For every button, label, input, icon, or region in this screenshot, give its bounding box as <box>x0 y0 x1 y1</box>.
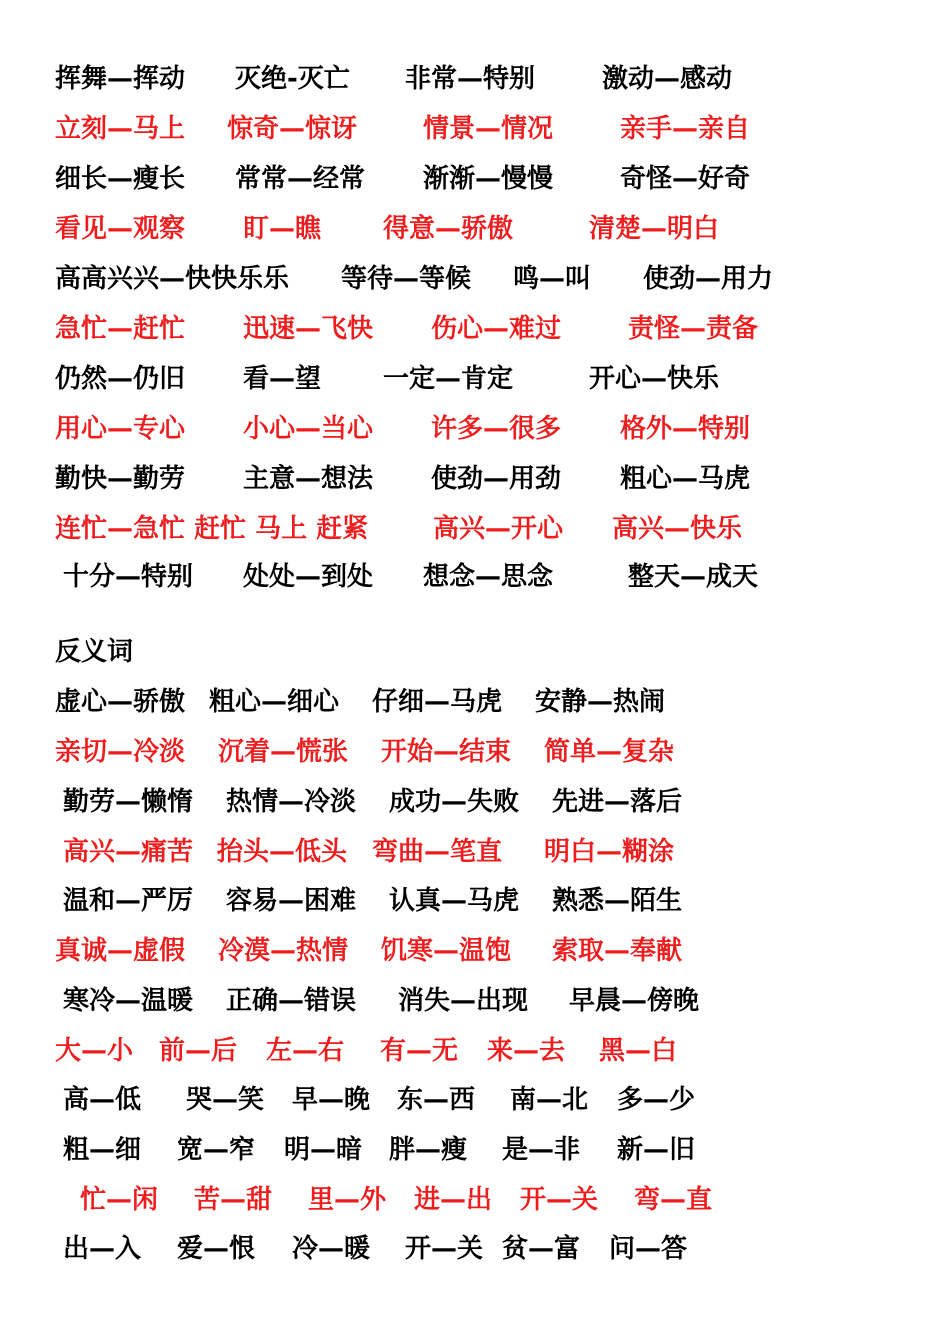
word-pair: 盯—瞧 <box>243 214 322 244</box>
word-pair: 黑—白 <box>599 1036 678 1066</box>
word-pair: 大—小 <box>55 1036 134 1066</box>
word-pair: 粗—细 <box>63 1135 142 1165</box>
synonym-row <box>0 359 950 399</box>
word-pair: 看—望 <box>243 364 322 394</box>
word-pair: 仔细—马虎 <box>372 687 503 717</box>
word-pair: 先进—落后 <box>552 787 683 817</box>
word-pair: 明—暗 <box>284 1135 363 1165</box>
word-pair: 奇怪—好奇 <box>620 164 751 194</box>
word-pair: 亲切—冷淡 <box>55 737 186 767</box>
word-pair: 细长—瘦长 <box>55 164 186 194</box>
word-pair: 勤劳—懒惰 <box>63 787 194 817</box>
synonym-row <box>0 409 950 449</box>
word-pair: 惊奇—惊讶 <box>227 114 358 144</box>
word-pair: 迅速—飞快 <box>243 314 374 344</box>
word-pair: 胖—瘦 <box>389 1135 468 1165</box>
word-pair: 里—外 <box>308 1185 387 1215</box>
word-pair: 看见—观察 <box>55 214 186 244</box>
antonym-row <box>0 682 950 722</box>
word-pair: 责怪—责备 <box>628 314 759 344</box>
word-pair: 处处—到处 <box>243 562 374 592</box>
word-pair: 早晨—傍晚 <box>569 986 700 1016</box>
word-pair: 冷—暖 <box>292 1234 371 1264</box>
synonym-row <box>0 557 950 597</box>
word-pair: 勤快—勤劳 <box>55 464 186 494</box>
word-pair: 小心—当心 <box>243 414 374 444</box>
word-pair: 认真—马虎 <box>389 886 520 916</box>
word-pair: 忙—闲 <box>80 1185 159 1215</box>
word-pair: 伤心—难过 <box>431 314 562 344</box>
word-pair: 高高兴兴—快快乐乐 <box>55 264 290 294</box>
word-pair: 连忙—急忙 赶忙 马上 赶紧 <box>55 514 369 544</box>
word-pair: 左—右 <box>266 1036 345 1066</box>
word-pair: 消失—出现 <box>398 986 529 1016</box>
word-pair: 仍然—仍旧 <box>55 364 186 394</box>
antonym-row <box>0 1180 950 1220</box>
word-pair: 十分—特别 <box>63 562 194 592</box>
word-pair: 东—西 <box>397 1085 476 1115</box>
word-pair: 问—答 <box>609 1234 688 1264</box>
word-pair: 灭绝-灭亡 <box>235 64 350 94</box>
word-pair: 等待—等候 <box>341 264 472 294</box>
antonym-row <box>0 732 950 772</box>
antonym-row <box>0 1031 950 1071</box>
word-pair: 使劲—用力 <box>643 264 774 294</box>
word-pair: 一定—肯定 <box>383 364 514 394</box>
antonym-row <box>0 931 950 971</box>
word-pair: 粗心—细心 <box>209 687 340 717</box>
word-pair: 索取—奉献 <box>552 936 683 966</box>
word-pair: 早—晚 <box>292 1085 371 1115</box>
synonym-row <box>0 459 950 499</box>
word-pair: 开—关 <box>520 1185 599 1215</box>
word-pair: 清楚—明白 <box>589 214 720 244</box>
antonym-row <box>0 981 950 1021</box>
word-pair: 得意—骄傲 <box>383 214 514 244</box>
word-pair: 来—去 <box>487 1036 566 1066</box>
word-pair: 真诚—虚假 <box>55 936 186 966</box>
word-pair: 热情—冷淡 <box>226 787 357 817</box>
antonym-row <box>0 782 950 822</box>
word-pair: 弯曲—笔直 <box>372 837 503 867</box>
word-pair: 高兴—痛苦 <box>63 837 194 867</box>
word-pair: 明白—糊涂 <box>544 837 675 867</box>
word-pair: 想念—思念 <box>423 562 554 592</box>
antonym-row <box>0 1080 950 1120</box>
word-pair: 立刻—马上 <box>55 114 186 144</box>
word-pair: 高兴—开心 <box>433 514 564 544</box>
word-pair: 新—旧 <box>617 1135 696 1165</box>
synonym-row <box>0 209 950 249</box>
synonym-row <box>0 109 950 149</box>
word-pair: 爱—恨 <box>177 1234 256 1264</box>
antonym-row <box>0 832 950 872</box>
word-pair: 格外—特别 <box>620 414 751 444</box>
synonym-row <box>0 259 950 299</box>
word-pair: 成功—失败 <box>389 787 520 817</box>
word-pair: 鸣—叫 <box>513 264 592 294</box>
antonym-row <box>0 881 950 921</box>
antonym-row <box>0 1229 950 1269</box>
word-pair: 用心—专心 <box>55 414 186 444</box>
word-pair: 简单—复杂 <box>544 737 675 767</box>
word-pair: 整天—成天 <box>628 562 759 592</box>
word-pair: 贫—富 <box>502 1234 581 1264</box>
word-pair: 前—后 <box>159 1036 238 1066</box>
word-pair: 开心—快乐 <box>589 364 720 394</box>
word-pair: 饥寒—温饱 <box>381 936 512 966</box>
word-pair: 主意—想法 <box>243 464 374 494</box>
word-pair: 出—入 <box>63 1234 142 1264</box>
word-pair: 情景—情况 <box>423 114 554 144</box>
word-pair: 南—北 <box>510 1085 589 1115</box>
word-pair: 弯—直 <box>634 1185 713 1215</box>
word-pair: 正确—错误 <box>226 986 357 1016</box>
word-pair: 高—低 <box>63 1085 142 1115</box>
word-pair: 高兴—快乐 <box>612 514 743 544</box>
word-pair: 粗心—马虎 <box>620 464 751 494</box>
word-pair: 苦—甜 <box>194 1185 273 1215</box>
word-pair: 进—出 <box>414 1185 493 1215</box>
word-pair: 虚心—骄傲 <box>55 687 186 717</box>
word-pair: 渐渐—慢慢 <box>423 164 554 194</box>
word-pair: 是—非 <box>502 1135 581 1165</box>
antonym-row <box>0 1130 950 1170</box>
word-pair: 哭—笑 <box>186 1085 265 1115</box>
word-pair: 开—关 <box>405 1234 484 1264</box>
word-pair: 多—少 <box>617 1085 696 1115</box>
word-pair: 使劲—用劲 <box>431 464 562 494</box>
word-pair: 容易—困难 <box>226 886 357 916</box>
synonym-row <box>0 309 950 349</box>
word-pair: 开始—结束 <box>381 737 512 767</box>
word-pair: 温和—严厉 <box>63 886 194 916</box>
word-pair: 宽—窄 <box>177 1135 256 1165</box>
synonym-row <box>0 159 950 199</box>
word-pair: 有—无 <box>380 1036 459 1066</box>
word-pair: 挥舞—挥动 <box>55 64 186 94</box>
word-pair: 激动—感动 <box>602 64 733 94</box>
section-heading: 反义词 <box>55 637 134 667</box>
word-pair: 急忙—赶忙 <box>55 314 186 344</box>
word-pair: 熟悉—陌生 <box>552 886 683 916</box>
synonym-row <box>0 59 950 99</box>
word-pair: 抬头—低头 <box>217 837 348 867</box>
word-pair: 常常—经常 <box>235 164 366 194</box>
word-pair: 许多—很多 <box>431 414 562 444</box>
word-pair: 沉着—慌张 <box>218 737 349 767</box>
word-pair: 非常—特别 <box>405 64 536 94</box>
word-pair: 寒冷—温暖 <box>63 986 194 1016</box>
word-pair: 安静—热闹 <box>535 687 666 717</box>
synonym-row <box>0 509 950 549</box>
word-pair: 亲手—亲自 <box>620 114 751 144</box>
word-pair: 冷漠—热情 <box>218 936 349 966</box>
